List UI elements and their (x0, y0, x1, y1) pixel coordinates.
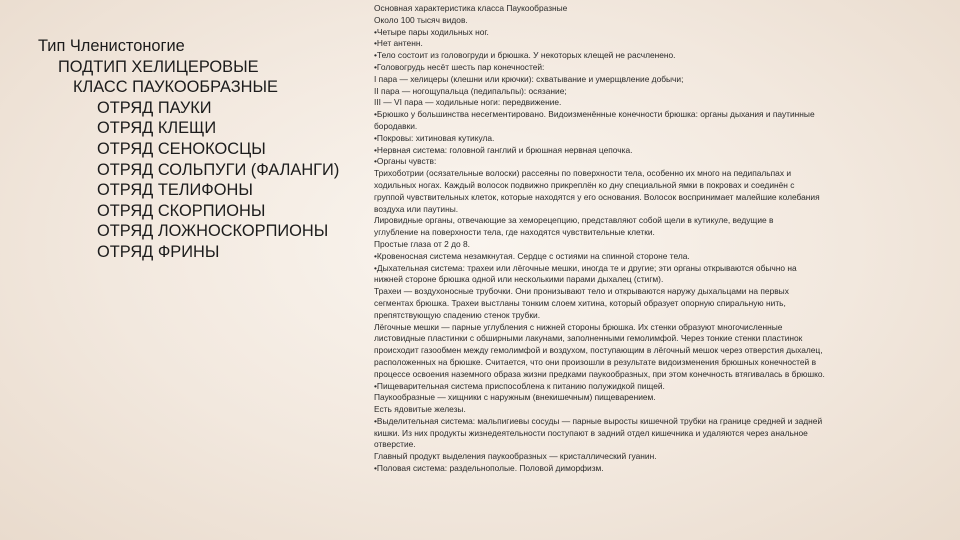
description-line: кишки. Из них продукты жизнедеятельности поступают в задний отдел кишечника и удаляются через анальное (374, 427, 808, 438)
description-line: Лировидные органы, отвечающие за хеморецепцию, представляют собой щели в кутикуле, ведущие в (374, 215, 774, 226)
description-line: препятствующую спадению стенок трубки. (374, 309, 541, 320)
description-line: листовидные пластинки с обширными лакунами, заполненными гемолимфой. Через тонкие стенки пластинок (374, 333, 803, 344)
description-line: группой чувствительных клеток, которые находятся у его основания. Волосок воспринимает малейшие колебания (374, 191, 820, 202)
description-heading: Основная характеристика класса Паукообразные (374, 3, 568, 13)
description-line: Паукообразные — хищники с наружным (внекишечным) пищеварением. (374, 392, 656, 403)
order-line-solifugae: ОТРЯД СОЛЬПУГИ (ФАЛАНГИ) (97, 160, 340, 179)
description-line: Трихоботрии (осязательные волоски) рассеяны по поверхности тела, особенно их много на педипальпах и (374, 168, 792, 179)
description-line: •Тело состоит из головогруди и брюшка. У некоторых клещей не расчленено. (374, 50, 676, 61)
description-line: •Головогрудь несёт шесть пар конечностей: (374, 61, 545, 72)
order-line-mites: ОТРЯД КЛЕЩИ (97, 119, 217, 138)
description-line: •Покровы: хитиновая кутикула. (374, 132, 495, 143)
class-line: КЛАСС ПАУКООБРАЗНЫЕ (73, 78, 278, 97)
subphylum-line: ПОДТИП ХЕЛИЦЕРОВЫЕ (58, 57, 259, 76)
description-line: •Дыхательная система: трахеи или лёгочные мешки, иногда те и другие; эти органы открываются обычно на (374, 262, 797, 273)
order-line-whip-scorpions: ОТРЯД ТЕЛИФОНЫ (97, 181, 253, 200)
description-line: бородавки. (374, 120, 418, 131)
description-line: •Пищеварительная система приспособлена к питанию полужидкой пищей. (374, 380, 665, 391)
description-line: •Брюшко у большинства несегментировано. Видоизменённые конечности брюшка: органы дыхания и паутинные (374, 109, 815, 120)
order-line-scorpions: ОТРЯД СКОРПИОНЫ (97, 201, 266, 220)
order-line-pseudoscorpions: ОТРЯД ЛОЖНОСКОРПИОНЫ (97, 222, 329, 241)
description-line: углубление на поверхности тела, где находятся чувствительные клетки. (374, 227, 655, 238)
description-line: нижней стороне брюшка одной или несколькими парами дыхалец (стигм). (374, 274, 664, 285)
description-line: воздуха или паутины. (374, 203, 459, 214)
description-line: Трахеи — воздухоносные трубочки. Они пронизывают тело и открываются наружу дыхальцами на первых (374, 286, 789, 297)
description-line: I пара — хелицеры (клешни или крючки): схватывание и умерщвление добычи; (374, 73, 684, 84)
description-line: сегментах брюшка. Трахеи выстланы тонким слоем хитина, который образует опорную спиральную нить, (374, 297, 786, 308)
description-line: расположенных на брюшке. Считается, что они произошли в результате видоизменения брюшных конечностей в (374, 356, 817, 367)
description-line: •Нервная система: головной ганглий и брюшная нервная цепочка. (374, 144, 633, 155)
description-line: Главный продукт выделения паукообразных — кристаллический гуанин. (374, 451, 657, 462)
description-line: Около 100 тысяч видов. (374, 14, 468, 25)
description-line: •Половая система: раздельнополые. Половой диморфизм. (374, 463, 604, 474)
description-line: •Органы чувств: (374, 156, 437, 167)
description-line: ходильных ногах. Каждый волосок подвижно прикреплён ко дну специальной ямки в покровах и соединён с (374, 179, 795, 190)
description-line: Простые глаза от 2 до 8. (374, 238, 470, 249)
description-line: III — VI пара — ходильные ноги: передвижение. (374, 97, 562, 108)
class-characteristics-text (374, 3, 944, 475)
description-line: •Нет антенн. (374, 38, 423, 49)
description-line: •Четыре пары ходильных ног. (374, 26, 489, 37)
description-line: •Кровеносная система незамкнутая. Сердце с остиями на спинной стороне тела. (374, 250, 690, 261)
description-line: Есть ядовитые железы. (374, 404, 466, 415)
description-line: процессе освоения наземного образа жизни предками паукообразных, при этом конечность втягивалась в брюшко. (374, 368, 825, 379)
taxonomy-hierarchy (0, 36, 370, 263)
order-line-spiders: ОТРЯД ПАУКИ (97, 98, 212, 117)
order-line-whip-spiders: ОТРЯД ФРИНЫ (97, 242, 220, 261)
description-line: II пара — ногощупальца (педипальпы): осязание; (374, 85, 567, 96)
description-line: •Выделительная система: мальпигиевы сосуды — парные выросты кишечной трубки на границе средней и задней (374, 415, 823, 426)
description-line: Лёгочные мешки — парные углубления с нижней стороны брюшка. Их стенки образуют многочисленные (374, 321, 783, 332)
order-line-harvestmen: ОТРЯД СЕНОКОСЦЫ (97, 139, 266, 158)
description-line: происходит газообмен между гемолимфой и воздухом, поступающим в лёгочный мешок через отверстия дыхалец, (374, 345, 823, 356)
description-line: отверстие. (374, 439, 416, 450)
phylum-line: Тип Членистоногие (38, 37, 185, 55)
